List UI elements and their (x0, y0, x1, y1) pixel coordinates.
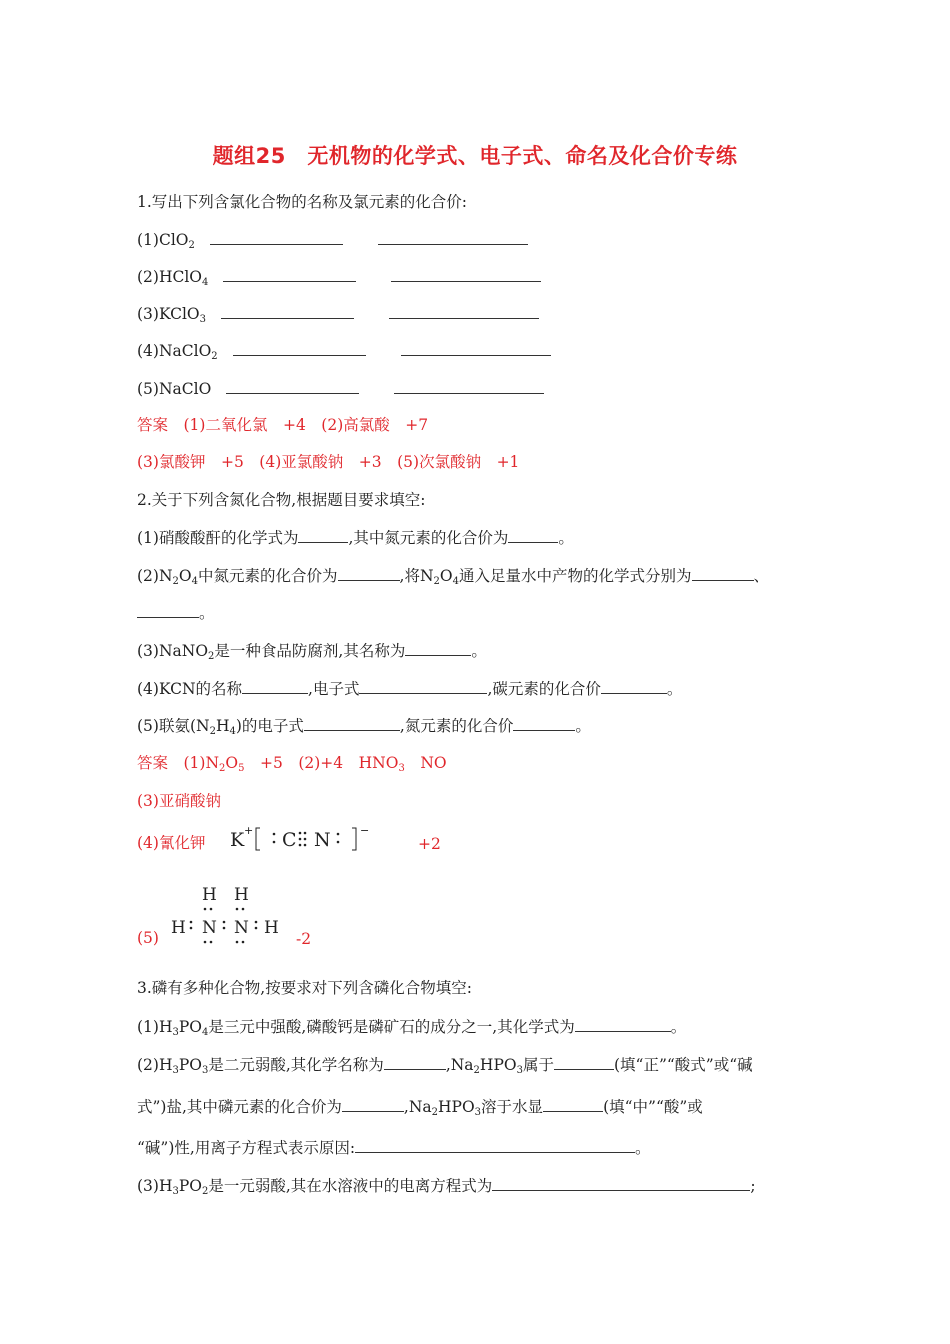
q3-stem: 3.磷有多种化合物,按要求对下列含磷化合物填空: (137, 979, 472, 997)
q3-item-3: $(3)H_3PO_2$是一元弱酸,其在水溶液中的电离方程式为 ; (137, 1177, 756, 1197)
answer-blank[interactable] (391, 266, 541, 282)
q3-item-2-cont2: “碱”)性,用离子方程式表示原因: 。 (137, 1139, 651, 1157)
q3-item-2: $(2)H_3PO_3$是二元弱酸,其化学名称为 $,Na_2HPO_3$属于 (填“正”“酸式”或“碱 (137, 1056, 753, 1076)
q2-item-4: (4)KCN的名称 ,电子式 ,碳元素的化合价 。 (137, 680, 683, 698)
answer-blank[interactable] (401, 340, 551, 356)
answer-blank[interactable] (394, 378, 544, 394)
q2-item-2: $(2)N_2O_4$中氮元素的化合价为 ,将$N_2O_4$通入足量水中产物的化学式分别为 、 (137, 567, 770, 587)
kcn-lewis-structure (226, 822, 416, 858)
q2-answer-line-4: (5) (137, 929, 159, 947)
svg-text:H: H (171, 918, 186, 938)
n2h4-nitrogen-valence: -2 (296, 930, 312, 948)
answer-blank[interactable] (384, 1054, 446, 1070)
q2-answer-line-2: (3)亚硝酸钠 (137, 792, 221, 810)
answer-blank[interactable] (210, 229, 343, 245)
answer-blank[interactable] (492, 1175, 750, 1191)
kcn-carbon-valence: +2 (418, 835, 441, 853)
answer-blank[interactable] (359, 678, 487, 694)
q1-item-3: (3)KClO$_3$ (137, 303, 539, 324)
answer-blank[interactable] (543, 1096, 603, 1112)
answer-blank[interactable] (226, 378, 359, 394)
kcn-n-symbol: N (314, 829, 331, 851)
q3-item-2-cont: 式”)盐,其中磷元素的化合价为 $,Na_2HPO_3$溶于水显 (填“中”“酸”或 (137, 1098, 703, 1118)
answer-blank[interactable] (342, 1096, 404, 1112)
q2-answer-line-3: (4)氰化钾 (137, 834, 206, 852)
answer-blank[interactable] (304, 715, 400, 731)
q1-item-2: (2)HClO$_4$ (137, 266, 541, 287)
kcn-k-charge: + (244, 824, 254, 837)
n2h4-lewis-structure (166, 880, 286, 950)
answer-blank[interactable] (554, 1054, 614, 1070)
answer-blank[interactable] (389, 303, 539, 319)
page-title: 题组25 无机物的化学式、电子式、命名及化合价专练 (212, 144, 738, 168)
answer-blank[interactable] (223, 266, 356, 282)
svg-text:H: H (234, 885, 249, 905)
q2-item-3: (3)NaNO$_2$是一种食品防腐剂,其名称为 。 (137, 642, 487, 662)
q1-answer-line-1: 答案 (1)二氧化氯 +4 (2)高氯酸 +7 (137, 416, 429, 434)
kcn-k-symbol: K (230, 829, 245, 851)
q1-item-4: (4)NaClO$_2$ (137, 340, 551, 361)
answer-blank[interactable] (405, 640, 471, 656)
q2-answer-line-1: 答案 $(1)N_2O_5$ +5 (2)+4 $HNO_3$ NO (137, 754, 447, 774)
q2-item-2-cont: 。 (137, 602, 215, 623)
q2-item-5: (5)联氨$(N_2H_4)$的电子式 ,氮元素的化合价 。 (137, 717, 591, 737)
q2-stem: 2.关于下列含氮化合物,根据题目要求填空: (137, 491, 426, 509)
answer-blank[interactable] (137, 602, 199, 618)
answer-blank[interactable] (338, 565, 400, 581)
answer-blank[interactable] (378, 229, 528, 245)
answer-blank[interactable] (601, 678, 667, 694)
answer-blank[interactable] (575, 1016, 671, 1032)
q2-item-1: (1)硝酸酸酐的化学式为 ,其中氮元素的化合价为 。 (137, 529, 574, 547)
answer-blank[interactable] (508, 527, 558, 543)
svg-text:N: N (202, 918, 217, 938)
answer-blank[interactable] (242, 678, 308, 694)
answer-blank[interactable] (233, 340, 366, 356)
q1-item-5: (5)NaClO (137, 378, 544, 399)
answer-blank[interactable] (355, 1137, 635, 1153)
q1-stem: 1.写出下列含氯化合物的名称及氯元素的化合价: (137, 193, 468, 211)
q3-item-1: $(1)H_3PO_4$是三元中强酸,磷酸钙是磷矿石的成分之一,其化学式为 。 (137, 1018, 687, 1038)
q1-answer-line-2: (3)氯酸钾 +5 (4)亚氯酸钠 +3 (5)次氯酸钠 +1 (137, 453, 520, 471)
kcn-right-bracket (352, 828, 356, 850)
svg-text:H: H (202, 885, 217, 905)
kcn-anion-charge: − (360, 824, 370, 837)
answer-blank[interactable] (692, 565, 754, 581)
answer-blank[interactable] (298, 527, 348, 543)
svg-text:H: H (264, 918, 279, 938)
q1-item-1: (1)ClO$_2$ (137, 229, 528, 250)
answer-blank[interactable] (513, 715, 575, 731)
answer-blank[interactable] (221, 303, 354, 319)
kcn-left-bracket (256, 828, 260, 850)
svg-text:N: N (234, 918, 249, 938)
kcn-c-symbol: C (282, 829, 297, 851)
